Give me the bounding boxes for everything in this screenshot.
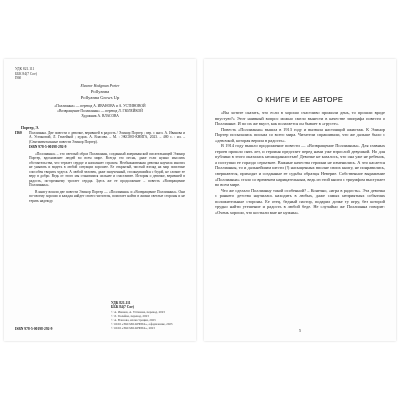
catalog-code: П60 <box>15 130 22 135</box>
copyright-line: © Л. Гюлейка, перевод, 2023 <box>111 314 149 319</box>
author-mark: П60 <box>15 76 22 81</box>
annotation-2: В книгу вошли две повести Элинор Портер — «Поллианна» и «Возвращение Поллианны». Они по-своему хороши и каждая найдет своего читателя, помогает найти в жизни светлые стороны и не терять надежду. <box>29 189 185 203</box>
copyright-line: © А. Власова, иллюстрации, 2023 <box>111 318 156 323</box>
copyright-block <box>111 301 185 331</box>
preface-paragraph-1: «Вы хотите сказать, что если в хорошо счастливо прожили день, то прошли вроде впустую?» Этот наивный вопрос можно смело вынести в качестве эпиграфа повести о Поллианне. И по их же вкуст, как полагается он бывает в «грусте». <box>215 110 385 127</box>
original-edition-block <box>15 84 185 101</box>
isbn-inline: ISBN 978-5-00198-292-9 <box>29 145 67 150</box>
translator-line-2: «Возвращение Поллианны» — перевод Л. ГЮЛЕЙКОЙ <box>57 108 143 113</box>
copyright-line: © А. Иванов, А. Устинова, перевод, 2023 <box>111 310 165 315</box>
annotation: «Поллианна» – это светлый образ Поллианны, созданный американской писательницей Элинор Портер, вдохновляет людей во всем мире. Всегда это песнь, даже если нужно мыслить обстоятельства, что терзает сердце и наполняет страхом. Необыкновенная девочка научила многих не унывать и видеть в любой ситуации хорошее. Ее открытый, чистый взгляд на мир поистине способен творить чудеса. А любой человек, даже замученный, столкнувшийся с бедой, не сломит ее веру в добро. Ведь от этого мы становимся сильнее и счастливее. История о девочке, верившей в радость, по-прежнему трогает сердца. Здесь же ее продолжение – повесть «Возвращение Поллианны». <box>29 151 185 188</box>
bbk-line: ББК 84(7 Сое) <box>15 71 37 76</box>
preface-paragraph-4: Что же сделало Поллианну такой особенной? – Конечно, «игра в радость». Эта девочка с раннего детства научилась находить в любых, даже самых неприятных событиях положительные стороны. Ее отец, бедный пастор, подарил дочке ту игру, без которой трудно найти утешение и радость в любой беде. Не случайно же Поллианна говорит: «Очень хорошо, что костыли мне не нужны». <box>215 187 385 215</box>
copyright-footer <box>15 301 185 331</box>
translator-line-1: «Поллианна» — перевод А. ИВАНОВА и А. УСТИНОВОЙ <box>54 104 146 109</box>
copyright-line: © ООО «ЭКСМО-КНИГА», оформление, 2023 <box>111 322 173 327</box>
original-title-2: Pollyanna Grows Up <box>80 94 120 100</box>
udc-right <box>111 301 185 310</box>
copyright-line: © ООО «ЭКСМО-КНИГА», 2023 <box>111 326 155 331</box>
catalog-author: Портер, Э. <box>21 126 39 131</box>
catalog-row <box>15 131 185 145</box>
catalog-entry <box>15 126 185 203</box>
translators-block <box>15 104 185 113</box>
catalog-text: Поллианна. Две повести о девочке, верившей в радость / Элинор Портер ; пер. с англ. А. Иванова и А. Устиновой, Л. Гюлейкой ; худож. А. Власова. – М. : ЭКСМО-КНИГА, 2023. – 480 с. : ил. – (Сентиментальные повести Элинор Портер). <box>29 130 185 144</box>
isbn-bottom: ISBN 978-5-00198-292-9 <box>15 327 53 331</box>
preface-paragraph-3: В 1914 году вышло продолжение повести — «Возвращение Поллианны». Для главных героев прошло пять лет, и героиня предстает перед нами уже взрослой девушкой. Но для публики в этого оказалась неожиданностью! Девочке не казалось, что она уже не ребенок, а поступки ее гораздо серьезнее. Важные качества героини не изменились. А что касается Поллианны, то и дальнейшим шести (!) насыщенных вполне своих книгу, не понравились, свершаются, приходят и созданные ее судьбы образцы Неверие. Собственное выражение «Поллианна» стало со временем нарицательным, ведь из этой книги с триумфом выступает во всем мире. <box>215 143 385 188</box>
original-author: Eleanor Hodgman Porter <box>80 83 120 88</box>
illustrator-line: Художник А. ВЛАСОВА <box>81 113 119 118</box>
preface-page <box>204 59 396 341</box>
original-title-1: Pollyanna <box>90 88 110 94</box>
page-number: 5 <box>299 328 301 333</box>
copyright-page <box>4 59 196 341</box>
preface-title: О КНИГЕ И ЕЕ АВТОРЕ <box>257 95 343 104</box>
udc-block <box>15 67 185 81</box>
bbk-right-line: ББК 84(7 Сое) <box>111 305 134 310</box>
udc-line: УДК 821.111 <box>15 67 35 71</box>
preface-paragraph-2: Повесть «Поллианна» вышла в 1913 году и вызвала настоящий ажиотаж. К Элинор Портер посыпались письма со всего мира. Читатели спрашивали, что же дальше было с «девочкой, которая верила в радость». <box>215 126 385 143</box>
udc-right-line: УДК 821.111 <box>111 300 131 305</box>
